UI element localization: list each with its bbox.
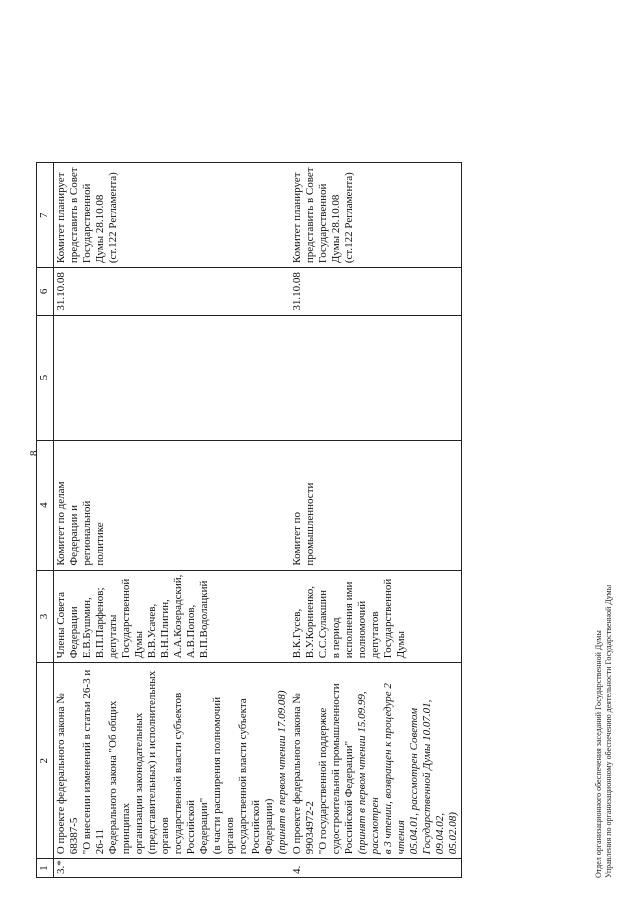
committee-line: промышленности — [304, 482, 316, 566]
committee-line: Федерации и — [68, 505, 80, 566]
author-line: С.С.Сулакшин — [317, 590, 329, 659]
author-line: В.В.Усачев, — [146, 603, 158, 659]
status-line: (ст.122 Регламента) — [107, 172, 119, 264]
column-header: 1 — [37, 859, 54, 878]
committee-line: политике — [94, 522, 106, 566]
bill-description — [290, 663, 462, 859]
reading-note: (принят в первом чтении 17.09.08) — [276, 690, 288, 855]
bill-authors — [290, 570, 462, 663]
status-line: Комитет планирует — [291, 172, 303, 264]
author-line: А.А.Козерадский, — [172, 574, 184, 659]
footer-line: Отдел организационного обеспечения заседаний Государственной Думы — [594, 630, 603, 878]
title-line: О проекте федерального закона № 99034972-2 — [291, 693, 316, 855]
author-line: В.У.Корниенко, — [304, 586, 316, 659]
author-line: Думы — [133, 631, 145, 659]
status-line: Думы 28.10.08 — [94, 194, 106, 264]
author-line: В.П.Парфенов; — [94, 587, 106, 659]
column-header: 5 — [37, 315, 54, 440]
title-line: Федерации" — [198, 797, 210, 855]
author-line: в период — [330, 617, 342, 659]
title-line: "О внесении изменений в статьи 26-3 и 26-11 — [81, 669, 106, 855]
status-line: Государственной — [317, 183, 329, 264]
reading-note: в 3 чтении, возвращен к процедуре 2 чтения — [382, 683, 407, 855]
committee-line: Комитет по — [291, 512, 303, 566]
author-line: В.П.Водолацкий — [198, 580, 210, 659]
column-header: 7 — [37, 163, 54, 268]
status-line: представить в Совет — [68, 167, 80, 264]
title-line: судостроительной промышленности — [330, 683, 342, 855]
row-number: 4. — [290, 859, 462, 878]
author-line: Государственной — [120, 578, 132, 659]
status-line: Комитет планирует — [55, 172, 67, 264]
title-line: (представительных) и исполнительных органов — [146, 670, 171, 855]
footer-line: Управления по организационному обеспечению деятельности Государственной Думы — [604, 584, 613, 878]
bill-authors — [54, 570, 291, 663]
date-cell: 31.10.08 — [290, 268, 462, 316]
column-5-cell — [290, 315, 462, 440]
author-line: Е.В.Бушмин, — [81, 597, 93, 659]
title-line: государственной власти субъектов Российской — [172, 692, 197, 855]
author-line: депутатов — [369, 611, 381, 659]
column-header: 3 — [37, 570, 54, 663]
title-line: "О государственной поддержке — [317, 707, 329, 855]
status-line: Думы 28.10.08 — [330, 194, 342, 264]
responsible-committee — [54, 440, 291, 570]
committee-line: региональной — [81, 500, 93, 566]
table-header-row — [37, 163, 54, 878]
responsible-committee — [290, 440, 462, 570]
author-line: исполнения ими — [343, 581, 355, 659]
reading-note: (принят в первом чтении 15.09.99, рассмотрен — [356, 691, 381, 855]
footer-department — [594, 585, 614, 878]
title-line: Российской Федерации" — [343, 740, 355, 855]
column-5-cell — [54, 315, 291, 440]
bills-table — [36, 162, 462, 878]
row-number: 3.* — [54, 859, 291, 878]
title-line: государственной власти субъекта Российской — [237, 698, 262, 855]
author-line: Члены Совета — [55, 592, 67, 659]
author-line: Думы — [395, 631, 407, 659]
title-line: (в части расширения полномочий органов — [211, 696, 236, 855]
status-line: (ст.122 Регламента) — [343, 172, 355, 264]
status-note — [54, 163, 291, 268]
author-line: В.Н.Плигин, — [159, 599, 171, 659]
title-line: Федерации) — [263, 798, 275, 855]
bill-description — [54, 663, 291, 859]
table-row — [54, 163, 291, 878]
reading-note: 05.04.01, рассмотрен Советом — [408, 707, 420, 855]
author-line: В.К.Гусев, — [291, 608, 303, 659]
status-note — [290, 163, 462, 268]
author-line: А.В.Попов, — [185, 604, 197, 659]
table-row — [290, 163, 462, 878]
title-line: Федерального закона "Об общих принципах — [107, 700, 132, 855]
committee-line: Комитет по делам — [55, 481, 67, 566]
reading-note: 05.02.08) — [447, 812, 459, 855]
author-line: полномочий — [356, 600, 368, 659]
page-number: 8 — [28, 450, 40, 456]
reading-note: Государственной Думы 10.07.01, 09.04.02, — [421, 699, 446, 855]
author-line: Федерации — [68, 606, 80, 659]
status-line: Государственной — [81, 183, 93, 264]
column-header: 4 — [37, 440, 54, 570]
column-header: 2 — [37, 663, 54, 859]
status-line: представить в Совет — [304, 167, 316, 264]
author-line: депутаты — [107, 614, 119, 659]
title-line: О проекте федерального закона № 68387-5 — [55, 693, 80, 855]
title-line: организации законодательных — [133, 712, 145, 855]
column-header: 6 — [37, 268, 54, 316]
date-cell: 31.10.08 — [54, 268, 291, 316]
author-line: Государственной — [382, 578, 394, 659]
